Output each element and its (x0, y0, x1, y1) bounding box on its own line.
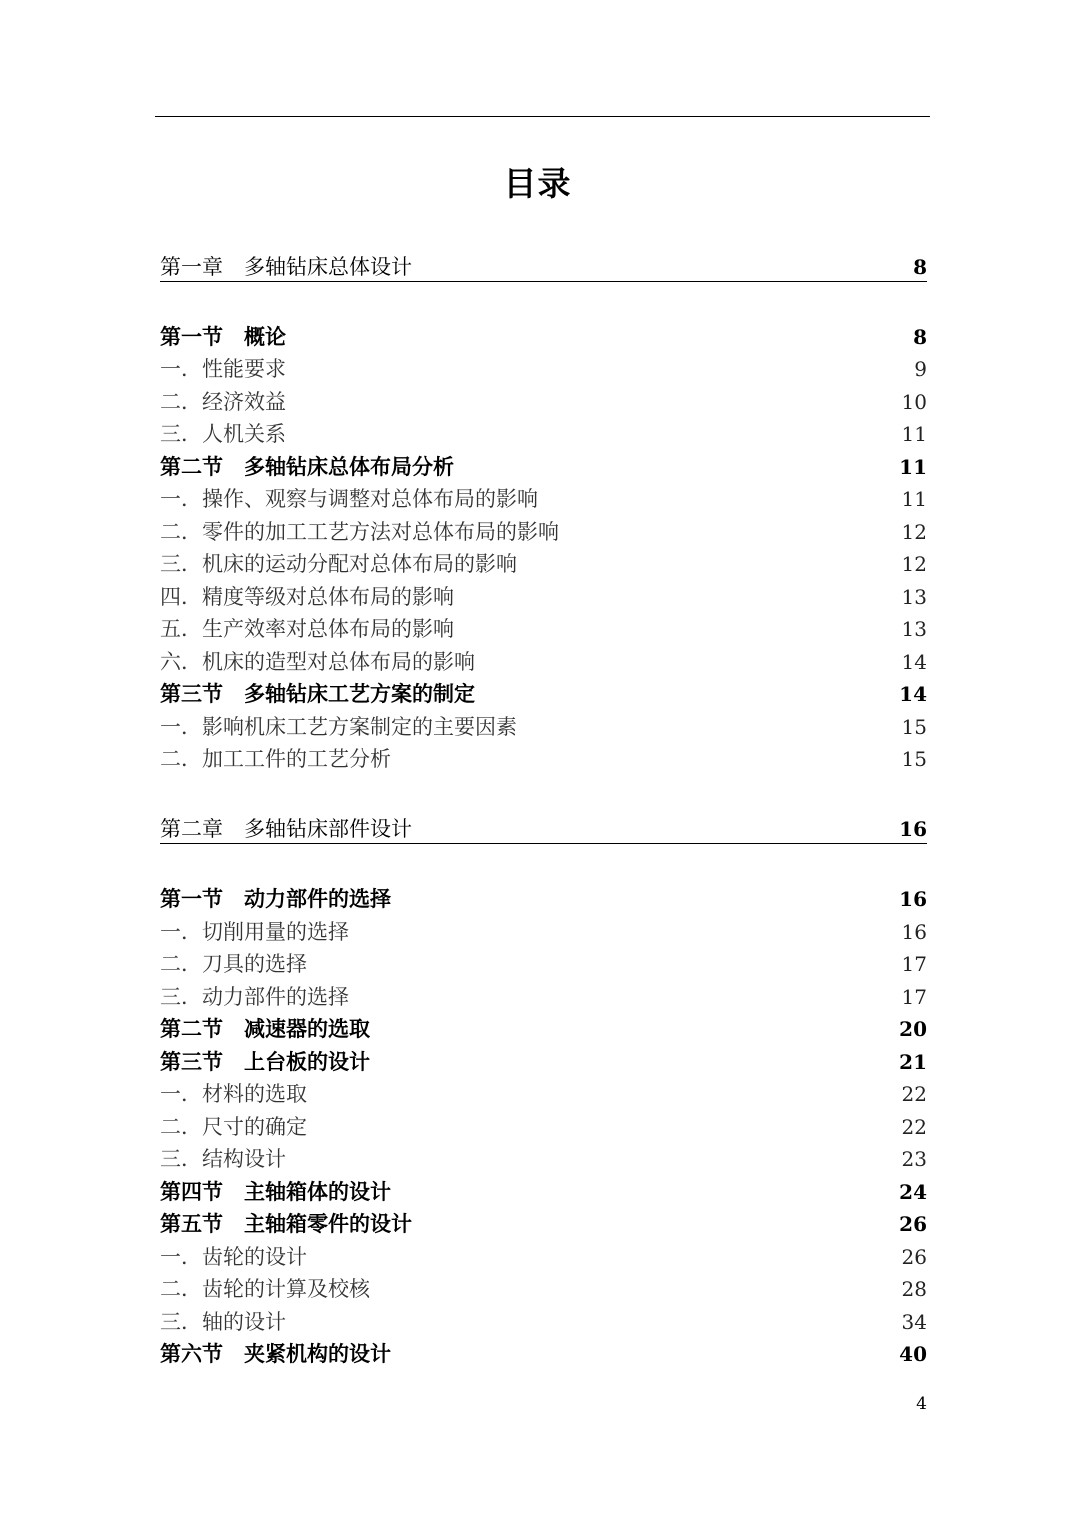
toc-entry-page: 16 (899, 817, 927, 841)
toc-sub-entry[interactable] (160, 549, 927, 579)
toc-entry-page: 17 (901, 952, 927, 976)
toc-entry-page: 23 (901, 1147, 927, 1171)
toc-entry-page: 21 (899, 1050, 927, 1074)
toc-entry-page: 22 (901, 1115, 927, 1139)
toc-sub-entry[interactable] (160, 1242, 927, 1272)
toc-entry-label: 一．性能要求 (160, 357, 286, 381)
toc-entry-label: 三．轴的设计 (160, 1310, 286, 1334)
toc-entry-page: 40 (899, 1342, 927, 1366)
toc-entry-page: 11 (901, 422, 927, 446)
toc-section-entry[interactable] (160, 322, 927, 352)
toc-entry-page: 11 (899, 455, 927, 479)
toc-chapter-entry[interactable] (160, 253, 927, 282)
toc-entry-page: 16 (901, 920, 927, 944)
toc-section-entry[interactable] (160, 679, 927, 709)
toc-entry-page: 26 (901, 1245, 927, 1269)
toc-sub-entry[interactable] (160, 712, 927, 742)
toc-entry-label: 第五节 主轴箱零件的设计 (160, 1212, 412, 1236)
toc-sub-entry[interactable] (160, 484, 927, 514)
toc-entry-page: 14 (901, 650, 927, 674)
page-title: 目录 (503, 164, 572, 203)
toc-entry-label: 二．加工工件的工艺分析 (160, 747, 391, 771)
toc-entry-label: 第二节 多轴钻床总体布局分析 (160, 455, 454, 479)
page-number: 4 (916, 1394, 927, 1414)
toc-entry-label: 第一章 多轴钻床总体设计 (160, 255, 412, 279)
toc-entry-label: 四．精度等级对总体布局的影响 (160, 585, 454, 609)
toc-sub-entry[interactable] (160, 949, 927, 979)
toc-entry-page: 26 (899, 1212, 927, 1236)
toc-entry-label: 三．结构设计 (160, 1147, 286, 1171)
toc-section-entry[interactable] (160, 1339, 927, 1369)
toc-entry-page: 20 (899, 1017, 927, 1041)
toc-entry-label: 一．影响机床工艺方案制定的主要因素 (160, 715, 517, 739)
toc-sub-entry[interactable] (160, 982, 927, 1012)
toc-sub-entry[interactable] (160, 582, 927, 612)
toc-entry-label: 第六节 夹紧机构的设计 (160, 1342, 391, 1366)
toc-entry-label: 二．齿轮的计算及校核 (160, 1277, 370, 1301)
toc-entry-label: 二．经济效益 (160, 390, 286, 414)
toc-entry-label: 一．操作、观察与调整对总体布局的影响 (160, 487, 538, 511)
toc-section-entry[interactable] (160, 884, 927, 914)
toc-entry-label: 一．齿轮的设计 (160, 1245, 307, 1269)
toc-sub-entry[interactable] (160, 1274, 927, 1304)
toc-entry-label: 三．人机关系 (160, 422, 286, 446)
toc-entry-label: 第四节 主轴箱体的设计 (160, 1180, 391, 1204)
toc-entry-label: 六．机床的造型对总体布局的影响 (160, 650, 475, 674)
toc-sub-entry[interactable] (160, 744, 927, 774)
toc-entry-page: 14 (899, 682, 927, 706)
toc-sub-entry[interactable] (160, 917, 927, 947)
toc-sub-entry[interactable] (160, 354, 927, 384)
toc-sub-entry[interactable] (160, 1112, 927, 1142)
toc-entry-label: 三．机床的运动分配对总体布局的影响 (160, 552, 517, 576)
toc-section-entry[interactable] (160, 1209, 927, 1239)
toc-entry-label: 第二节 减速器的选取 (160, 1017, 370, 1041)
toc-entry-label: 二．零件的加工工艺方法对总体布局的影响 (160, 520, 559, 544)
toc-section-entry[interactable] (160, 1047, 927, 1077)
toc-entry-label: 第三节 多轴钻床工艺方案的制定 (160, 682, 475, 706)
toc-entry-page: 28 (901, 1277, 927, 1301)
toc-entry-page: 13 (901, 585, 927, 609)
toc-entry-page: 16 (899, 887, 927, 911)
toc-sub-entry[interactable] (160, 1307, 927, 1337)
toc-entry-page: 15 (901, 715, 927, 739)
toc-entry-label: 二．刀具的选择 (160, 952, 307, 976)
toc-entry-page: 15 (901, 747, 927, 771)
toc-sub-entry[interactable] (160, 1079, 927, 1109)
toc-entry-page: 24 (899, 1180, 927, 1204)
toc-entry-page: 12 (901, 552, 927, 576)
toc-entry-page: 17 (901, 985, 927, 1009)
toc-entry-label: 五．生产效率对总体布局的影响 (160, 617, 454, 641)
toc-sub-entry[interactable] (160, 387, 927, 417)
toc-entry-page: 8 (913, 255, 927, 279)
toc-entry-page: 34 (901, 1310, 927, 1334)
toc-entry-label: 第一节 概论 (160, 325, 286, 349)
toc-entry-page: 22 (901, 1082, 927, 1106)
toc-section-entry[interactable] (160, 1014, 927, 1044)
toc-sub-entry[interactable] (160, 517, 927, 547)
toc-chapter-entry[interactable] (160, 815, 927, 844)
toc-section-entry[interactable] (160, 452, 927, 482)
toc-entry-label: 三．动力部件的选择 (160, 985, 349, 1009)
toc-sub-entry[interactable] (160, 419, 927, 449)
toc-section-entry[interactable] (160, 1177, 927, 1207)
toc-entry-label: 一．材料的选取 (160, 1082, 307, 1106)
toc-entry-label: 第三节 上台板的设计 (160, 1050, 370, 1074)
toc-sub-entry[interactable] (160, 647, 927, 677)
toc-entry-page: 11 (901, 487, 927, 511)
toc-entry-label: 第二章 多轴钻床部件设计 (160, 817, 412, 841)
header-rule (155, 116, 930, 117)
toc-entry-label: 一．切削用量的选择 (160, 920, 349, 944)
toc-sub-entry[interactable] (160, 614, 927, 644)
toc-entry-page: 8 (913, 325, 927, 349)
toc-entry-label: 第一节 动力部件的选择 (160, 887, 391, 911)
toc-entry-page: 13 (901, 617, 927, 641)
toc-entry-page: 9 (914, 357, 927, 381)
toc-entry-page: 10 (901, 390, 927, 414)
toc-sub-entry[interactable] (160, 1144, 927, 1174)
toc-entry-label: 二．尺寸的确定 (160, 1115, 307, 1139)
toc-entry-page: 12 (901, 520, 927, 544)
